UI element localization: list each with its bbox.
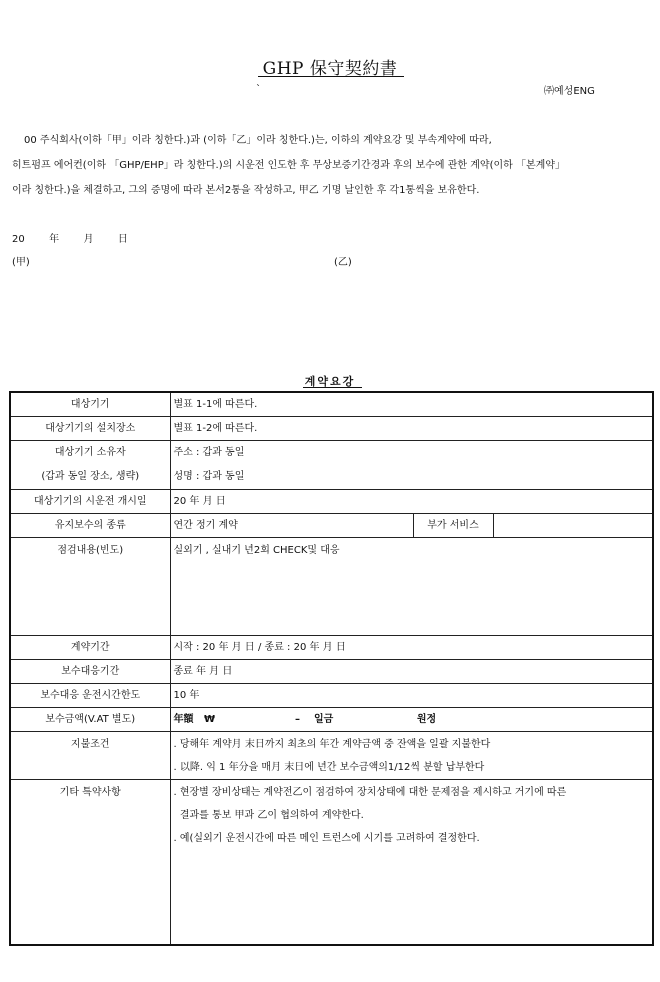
resp-hours-value: 10 年 <box>170 683 653 707</box>
period-value: 시작 : 20 年 月 日 / 종료 : 20 年 月 日 <box>170 635 653 659</box>
special-value <box>170 779 653 945</box>
table-row <box>10 489 653 513</box>
tick-mark: ` <box>256 84 261 95</box>
start-label: 대상기기의 시운전 개시일 <box>10 489 170 513</box>
table-row <box>10 731 653 779</box>
type-label: 유지보수의 종류 <box>10 513 170 537</box>
party-second: (乙) <box>334 257 352 268</box>
table-row <box>10 416 653 440</box>
table-row <box>10 659 653 683</box>
section-title: 계약요강 <box>304 375 356 388</box>
resp-period-label: 보수대응기간 <box>10 659 170 683</box>
owner-value-1: 주소 : 갑과 동일 <box>170 440 653 465</box>
extra-service-label: 부가 서비스 <box>413 513 493 537</box>
intro-line-2: 히트펌프 에어컨(이하 「GHP/EHP」라 칭한다.)의 시운전 인도한 후 무상보증기간경과 후의 보수에 관한 계약(이하 「본계약」 <box>12 160 565 171</box>
type-value: 연간 정기 계약 <box>170 513 413 537</box>
date-year-unit: 年 <box>49 234 60 245</box>
intro-line-1: 00 주식회사(이하「甲」이라 칭한다.)과 (이하「乙」이라 칭한다.)는, 이하의 계약요강 및 부속계약에 따라, <box>24 135 492 146</box>
payment-line-2: . 以降. 익 1 年分을 매月 末日에 년간 보수금액의1/12씩 분할 납부한다 <box>173 761 485 773</box>
table-row <box>10 440 653 465</box>
start-value: 20 年 月 日 <box>170 489 653 513</box>
date-month-unit: 月 <box>83 234 94 245</box>
title-underline <box>258 76 404 77</box>
table-row <box>10 537 653 635</box>
amount-value: 年額 ₩ – 일금 원정 <box>170 707 653 731</box>
special-line-2: 결과를 통보 甲과 乙이 협의하여 계약한다. <box>173 809 364 821</box>
date-year: 20 <box>12 234 25 245</box>
date-day-unit: 日 <box>117 234 128 245</box>
period-label: 계약기간 <box>10 635 170 659</box>
table-row <box>10 707 653 731</box>
owner-label-2: (갑과 동일 장소, 생략) <box>10 465 170 489</box>
company-name: ㈜예성ENG <box>544 86 595 97</box>
table-row <box>10 635 653 659</box>
extra-service-value <box>493 513 653 537</box>
special-label: 기타 특약사항 <box>10 779 170 945</box>
target-label: 대상기기 <box>10 392 170 416</box>
table-row <box>10 779 653 945</box>
target-value: 별표 1-1에 따른다. <box>170 392 653 416</box>
location-value: 별표 1-2에 따른다. <box>170 416 653 440</box>
contract-date <box>12 230 128 245</box>
inspect-label: 점검내용(빈도) <box>10 537 170 635</box>
special-line-3: . 예(실외기 운전시간에 따른 메인 트런스에 시기를 고려하여 결정한다. <box>173 832 480 844</box>
payment-value <box>170 731 653 779</box>
resp-period-value: 종료 年 月 日 <box>170 659 653 683</box>
table-row <box>10 513 653 537</box>
special-line-1: . 현장별 장비상태는 계약전乙이 점검하여 장치상태에 대한 문제점을 제시하고 거기에 따른 <box>173 786 567 798</box>
table-row <box>10 683 653 707</box>
table-row <box>10 465 653 489</box>
party-first: (甲) <box>12 257 30 268</box>
terms-table <box>9 391 654 946</box>
location-label: 대상기기의 설치장소 <box>10 416 170 440</box>
owner-value-2: 성명 : 갑과 동일 <box>170 465 653 489</box>
intro-line-3: 이라 칭한다.)을 체결하고, 그의 증명에 따라 본서2통을 작성하고, 甲乙 기명 날인한 후 각1통씩을 보유한다. <box>12 185 480 196</box>
section-underline <box>303 387 362 388</box>
owner-label-1: 대상기기 소유자 <box>10 440 170 465</box>
table-row <box>10 392 653 416</box>
amount-label: 보수금액(V.AT 별도) <box>10 707 170 731</box>
page-title: GHP 保守契約書 <box>262 59 398 79</box>
inspect-value: 실외기 , 실내기 년2회 CHECK및 대응 <box>170 537 653 635</box>
payment-label: 지불조건 <box>10 731 170 779</box>
payment-line-1: . 당해年 계약月 末日까지 최초의 年간 계약금액 중 잔액을 일괄 지불한다 <box>173 738 491 750</box>
resp-hours-label: 보수대응 운전시간한도 <box>10 683 170 707</box>
